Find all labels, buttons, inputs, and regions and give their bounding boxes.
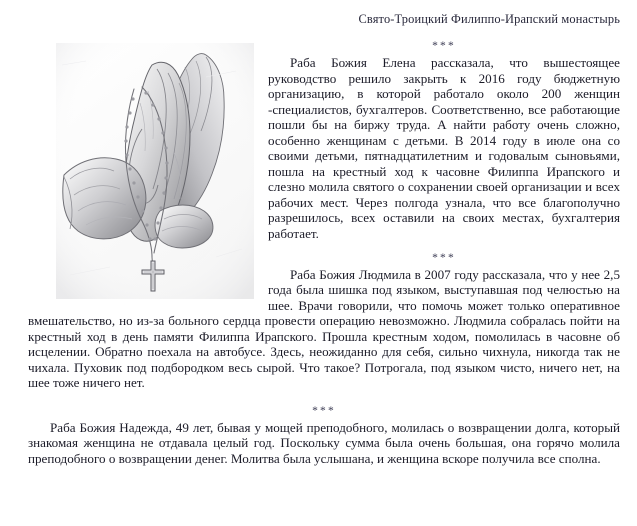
paragraph-ludmila: Раба Божия Людмила в 2007 году рассказала, что у нее 2,5 года была шишка под языком, выступавшая под челюстью на шее. Врачи говорили, что помочь может только оперативное вмешательство, но из-за больного сердца провести операцию невозможно. Людмила собралась пойти на крестный ход в день памяти Филиппа Ирапского. Прошла крестным ходом, помолилась в часовне об исцелении. Обратно поехала на автобусе. Здесь, неожиданно для себя, сильно чихнула, никогда так не чихала. Пуховик под подбородком весь сырой. Что такое? Потрогала, под языком чисто, ничего нет, на шее тоже ничего нет. <box>28 266 620 391</box>
section-separator-2: *** <box>432 251 456 264</box>
spacer-2 <box>28 391 620 405</box>
section-separator-1: *** <box>432 40 456 52</box>
page-body <box>28 40 620 520</box>
section-separator-3: *** <box>312 404 336 417</box>
running-head: Свято-Троицкий Филиппо-Ирапский монастырь <box>358 12 620 26</box>
paragraph-nadezhda: Раба Божия Надежда, 49 лет, бывая у мощей преподобного, молилась о возвращении долга, который знакомая женщина не отдавала целый год. Поскольку сумма была очень большая, она горячо молила преподобного о возвращении денег. Молитва была услышана, и женщина вскоре получила все сполна. <box>28 419 620 467</box>
praying-hands-illustration <box>56 43 254 299</box>
paragraph-elena: Раба Божия Елена рассказала, что вышестоящее руководство решило закрыть к 2016 году бюджетную организацию, в которой работало около 200 женщин -специалистов, бухгалтеров. Соответственно, все работающие пошли бы на биржу труда. А найти работу очень сложно, особенно женщинам с детьми. В 2014 году в июле она со своими детьми, пятнадцатилетним и годовалым сыновьями, пошла на крестный ход к часовне Филиппа Ирапского и слезно молила святого о сохранении своей организации и всех рабочих мест. Через полгода узнала, что все благополучно разрешилось, всех оставили на своих местах, бухгалтерия работает. <box>268 55 620 242</box>
